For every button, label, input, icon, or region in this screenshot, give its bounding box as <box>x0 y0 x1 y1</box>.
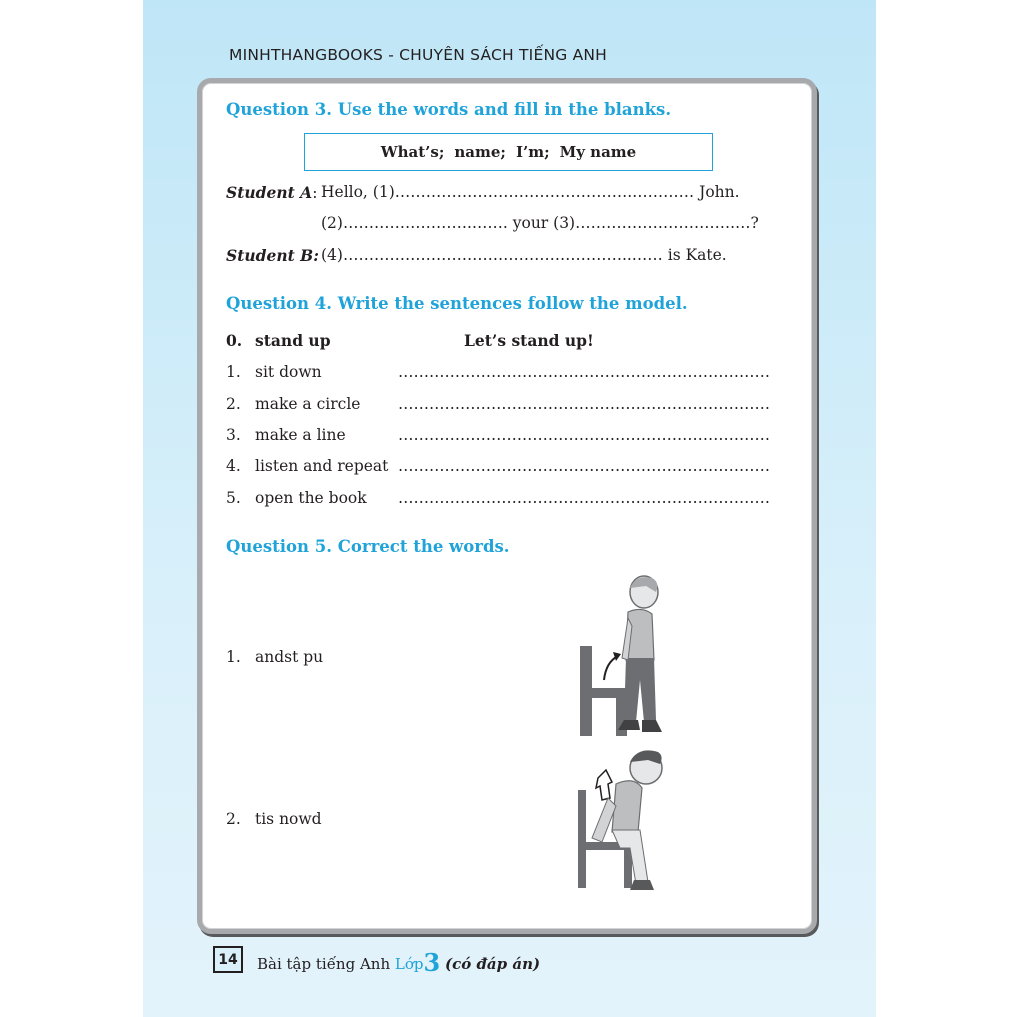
student-b-label: Student B: <box>226 246 319 265</box>
model-phrase: stand up <box>255 331 331 350</box>
word-bank-box <box>304 133 713 171</box>
item-number: 1. <box>226 648 241 666</box>
model-answer: Let’s stand up! <box>464 331 594 350</box>
item-number: 2. <box>226 810 241 828</box>
student-a-label: Student A: <box>226 183 318 202</box>
question-4-title: Question 4. Write the sentences follow the model. <box>226 294 688 313</box>
question-3-title: Question 3. Use the words and fill in the blanks. <box>226 100 672 119</box>
footer-book-title: Bài tập tiếng Anh Lớp3 (có đáp án) <box>257 948 541 977</box>
question-5-title: Question 5. Correct the words. <box>226 537 510 556</box>
page-number: 14 <box>213 946 243 973</box>
answer-line: ……………………………………………………………… <box>398 363 770 381</box>
sit-down-illustration <box>568 742 676 892</box>
item-phrase: listen and repeat <box>255 457 389 475</box>
word-bank-item: My name <box>559 143 637 161</box>
answer-line: ……………………………………………………………… <box>398 395 770 413</box>
word-bank-item: name; <box>454 143 506 161</box>
dialogue-line-a2: (2)…………………….……. your (3)………………………….…? <box>321 214 759 232</box>
arrow-icon <box>596 770 612 800</box>
header-title: MINHTHANGBOOKS - CHUYÊN SÁCH TIẾNG ANH <box>229 46 608 64</box>
scrambled-word: tis nowd <box>255 810 322 828</box>
answer-line: ……………………………………………………………… <box>398 457 770 475</box>
item-phrase: open the book <box>255 489 367 507</box>
answer-line: ……………………………………………………………… <box>398 489 770 507</box>
chair-icon <box>578 790 586 888</box>
word-bank-item: What’s; <box>380 143 445 161</box>
item-number: 1. <box>226 363 241 381</box>
dialogue-line-b: (4)………………………………………………..…… is Kate. <box>321 246 727 264</box>
stand-up-illustration <box>566 570 678 742</box>
item-number: 5. <box>226 489 241 507</box>
item-number: 3. <box>226 426 241 444</box>
word-bank-item: I’m; <box>515 143 550 161</box>
item-phrase: sit down <box>255 363 322 381</box>
answer-line: ……………………………………………………………… <box>398 426 770 444</box>
model-number: 0. <box>226 331 243 350</box>
item-phrase: make a circle <box>255 395 361 413</box>
item-phrase: make a line <box>255 426 346 444</box>
dialogue-line-a1: Hello, (1)……………………………………….………… John. <box>321 183 740 201</box>
scrambled-word: andst pu <box>255 648 324 666</box>
item-number: 2. <box>226 395 241 413</box>
item-number: 4. <box>226 457 241 475</box>
